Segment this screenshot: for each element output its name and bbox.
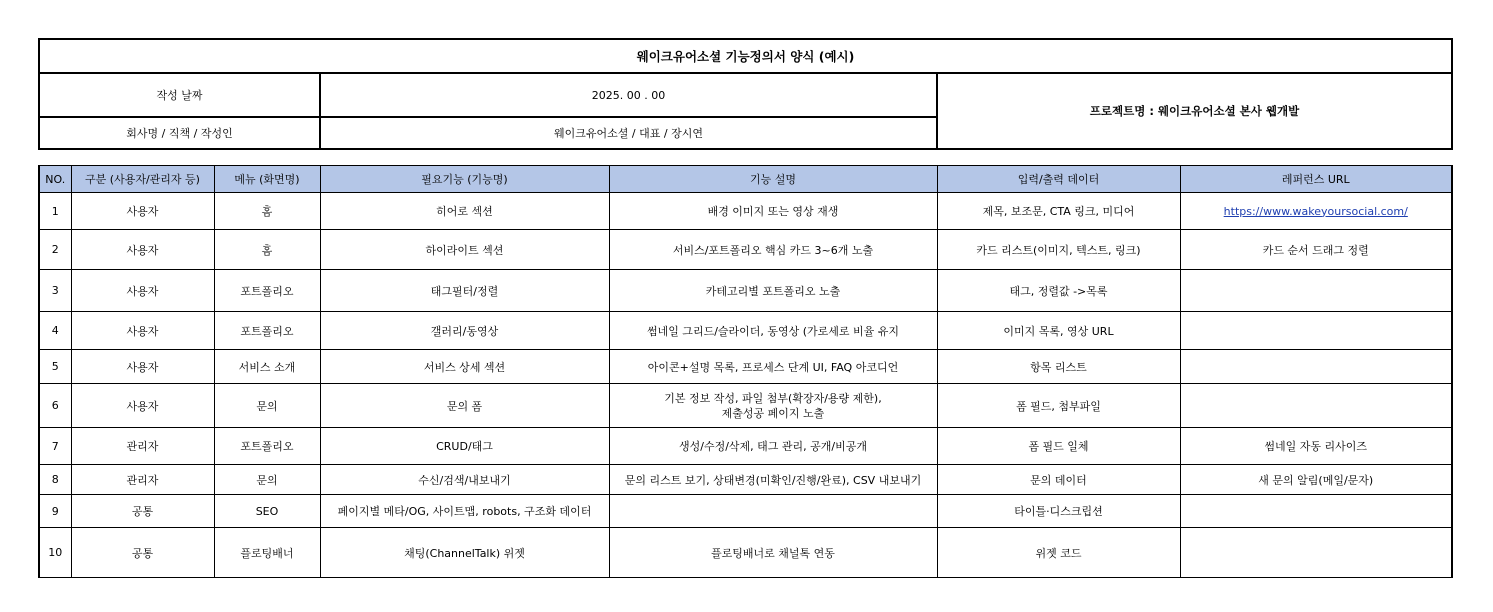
cell-menu: 문의 (214, 465, 320, 495)
cell-menu: 플로팅배너 (214, 528, 320, 578)
cell-io-data: 타이틀·디스크립션 (937, 495, 1180, 528)
date-label: 작성 날짜 (39, 73, 320, 117)
reference-url-link[interactable]: https://www.wakeyoursocial.com/ (1223, 204, 1408, 218)
cell-no: 6 (39, 384, 71, 428)
cell-role: 공통 (71, 495, 214, 528)
cell-menu: 서비스 소개 (214, 350, 320, 384)
cell-feature: 서비스 상세 섹션 (320, 350, 609, 384)
cell-feature: 채팅(ChannelTalk) 위젯 (320, 528, 609, 578)
column-header-no: NO. (39, 166, 71, 193)
column-header-description: 기능 설명 (609, 166, 937, 193)
cell-description: 플로팅배너로 채널톡 연동 (609, 528, 937, 578)
column-header-feature: 필요기능 (기능명) (320, 166, 609, 193)
table-row (39, 270, 1452, 312)
table-row (39, 495, 1452, 528)
column-header-reference-url: 레퍼런스 URL (1180, 166, 1452, 193)
cell-feature: 히어로 섹션 (320, 193, 609, 230)
project-name: 프로젝트명 : 웨이크유어소셜 본사 웹개발 (937, 73, 1452, 149)
feature-spec-table (38, 165, 1453, 578)
cell-no: 2 (39, 230, 71, 270)
cell-menu: 문의 (214, 384, 320, 428)
cell-role: 사용자 (71, 193, 214, 230)
cell-io-data: 폼 필드, 첨부파일 (937, 384, 1180, 428)
cell-no: 1 (39, 193, 71, 230)
cell-io-data: 태그, 정렬값 ->목록 (937, 270, 1180, 312)
cell-description: 카테고리별 포트폴리오 노출 (609, 270, 937, 312)
cell-reference: 썸네일 자동 리사이즈 (1180, 428, 1452, 465)
cell-feature: 문의 폼 (320, 384, 609, 428)
cell-role: 사용자 (71, 384, 214, 428)
column-header-io-data: 입력/출력 데이터 (937, 166, 1180, 193)
cell-role: 사용자 (71, 270, 214, 312)
cell-reference (1180, 350, 1452, 384)
cell-role: 사용자 (71, 350, 214, 384)
date-value: 2025. 00 . 00 (320, 73, 937, 117)
cell-no: 3 (39, 270, 71, 312)
cell-menu: 홈 (214, 230, 320, 270)
cell-io-data: 항목 리스트 (937, 350, 1180, 384)
cell-feature: CRUD/태그 (320, 428, 609, 465)
cell-io-data: 제목, 보조문, CTA 링크, 미디어 (937, 193, 1180, 230)
table-row (39, 528, 1452, 578)
cell-feature: 페이지별 메타/OG, 사이트맵, robots, 구조화 데이터 (320, 495, 609, 528)
cell-reference (1180, 528, 1452, 578)
document-header (38, 38, 1453, 150)
cell-io-data: 위젯 코드 (937, 528, 1180, 578)
cell-description (609, 495, 937, 528)
cell-no: 4 (39, 312, 71, 350)
table-row (39, 230, 1452, 270)
author-value: 웨이크유어소셜 / 대표 / 장시연 (320, 117, 937, 149)
table-row (39, 384, 1452, 428)
cell-role: 관리자 (71, 428, 214, 465)
cell-description (609, 384, 937, 428)
table-row (39, 465, 1452, 495)
cell-reference (1180, 270, 1452, 312)
cell-io-data: 카드 리스트(이미지, 텍스트, 링크) (937, 230, 1180, 270)
cell-reference (1180, 384, 1452, 428)
table-row (39, 428, 1452, 465)
cell-menu: 포트폴리오 (214, 312, 320, 350)
description-text: 기본 정보 작성, 파일 첨부(확장자/용량 제한), 제출성공 페이지 노출 (664, 391, 882, 420)
cell-reference (1180, 312, 1452, 350)
document-title: 웨이크유어소셜 기능정의서 양식 (예시) (39, 39, 1452, 73)
cell-role: 사용자 (71, 230, 214, 270)
cell-no: 10 (39, 528, 71, 578)
cell-menu: 포트폴리오 (214, 270, 320, 312)
cell-description: 서비스/포트폴리오 핵심 카드 3~6개 노출 (609, 230, 937, 270)
cell-no: 8 (39, 465, 71, 495)
cell-role: 사용자 (71, 312, 214, 350)
table-row (39, 350, 1452, 384)
cell-role: 공통 (71, 528, 214, 578)
cell-reference: 새 문의 알림(메일/문자) (1180, 465, 1452, 495)
cell-io-data: 이미지 목록, 영상 URL (937, 312, 1180, 350)
cell-feature: 하이라이트 섹션 (320, 230, 609, 270)
cell-reference (1180, 495, 1452, 528)
cell-no: 9 (39, 495, 71, 528)
cell-feature: 태그필터/정렬 (320, 270, 609, 312)
cell-no: 5 (39, 350, 71, 384)
cell-io-data: 폼 필드 일체 (937, 428, 1180, 465)
cell-io-data: 문의 데이터 (937, 465, 1180, 495)
column-header-role: 구분 (사용자/관리자 등) (71, 166, 214, 193)
cell-feature: 갤러리/동영상 (320, 312, 609, 350)
author-label: 회사명 / 직책 / 작성인 (39, 117, 320, 149)
column-header-menu: 메뉴 (화면명) (214, 166, 320, 193)
cell-role: 관리자 (71, 465, 214, 495)
cell-description: 생성/수정/삭제, 태그 관리, 공개/비공개 (609, 428, 937, 465)
cell-menu: SEO (214, 495, 320, 528)
cell-feature: 수신/검색/내보내기 (320, 465, 609, 495)
cell-description: 썸네일 그리드/슬라이더, 동영상 (가로세로 비율 유지 (609, 312, 937, 350)
cell-menu: 홈 (214, 193, 320, 230)
cell-no: 7 (39, 428, 71, 465)
cell-description: 아이콘+설명 목록, 프로세스 단계 UI, FAQ 아코디언 (609, 350, 937, 384)
cell-reference (1180, 193, 1452, 230)
table-row (39, 312, 1452, 350)
table-header-row (39, 166, 1452, 193)
table-row (39, 193, 1452, 230)
cell-reference: 카드 순서 드래그 정렬 (1180, 230, 1452, 270)
cell-description: 문의 리스트 보기, 상태변경(미확인/진행/완료), CSV 내보내기 (609, 465, 937, 495)
cell-menu: 포트폴리오 (214, 428, 320, 465)
cell-description: 배경 이미지 또는 영상 재생 (609, 193, 937, 230)
